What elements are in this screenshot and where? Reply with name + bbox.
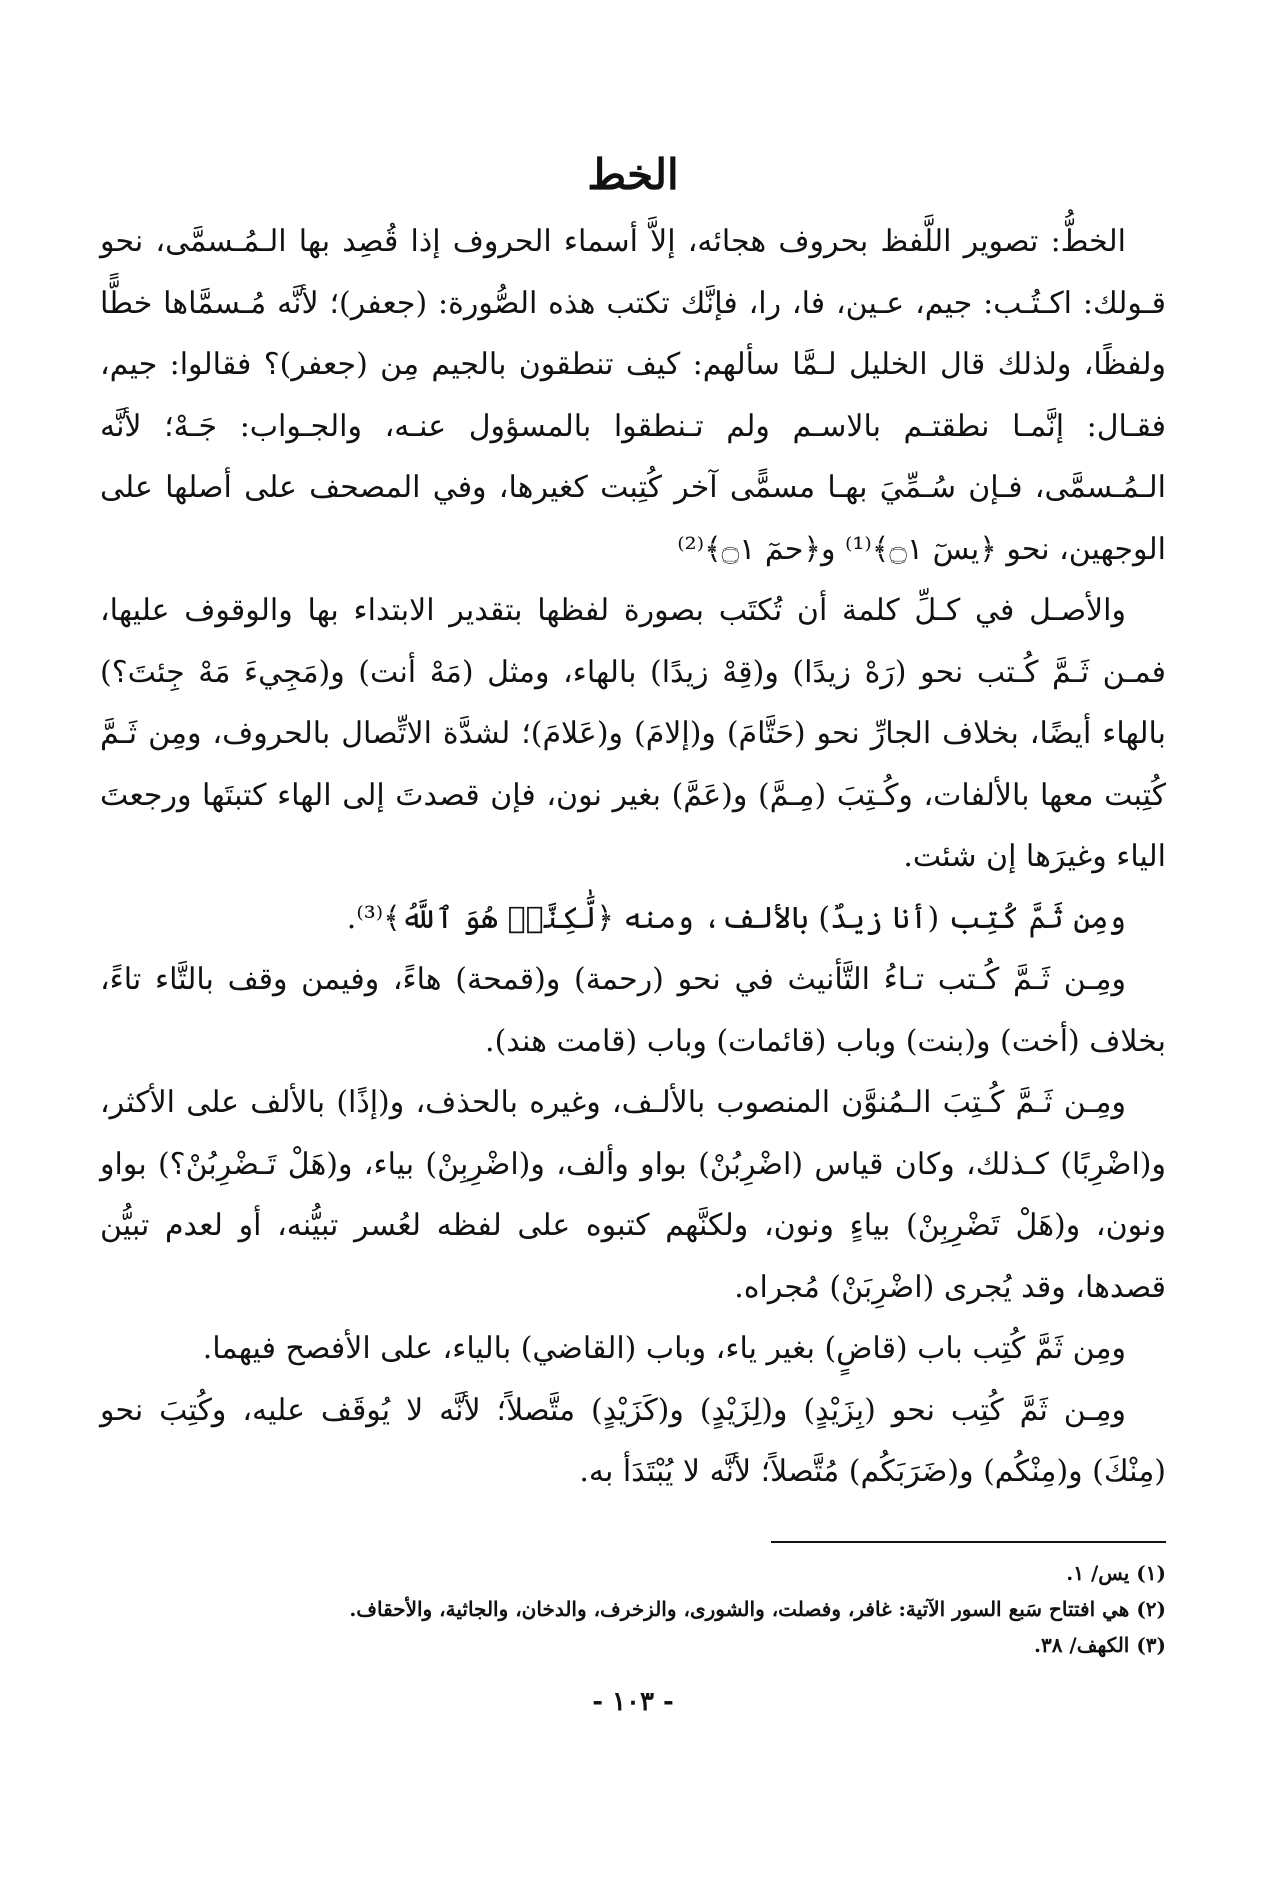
footnotes [100, 1555, 1166, 1663]
paragraph-5: ومِـن ثَـمَّ كُـتِبَ الـمُنوَّن المنصوب بالألـف، وغيره بالحذف، و(إذًا) بالألف على الأكثر، و(اضْرِبًا) كـذلك، وكان قياس (اضْرِبُنْ) بواو وألف، و(اضْرِبِنْ) بياء، و(هَلْ تَـضْرِبُنْ؟) بواو ونون، و(هَلْ تَضْرِبِنْ) بياءٍ ونون، ولكنَّهم كتبوه على لفظه لعُسر تبيُّنه، أو لعدم تبيُّن قصدها، وقد يُجرى (اضْرِبَنْ) مُجراه. [100, 1085, 1166, 1305]
paragraph-1: الخطُّ: تصوير اللَّفظ بحروف هجائه، إلاَّ أسماء الحروف إذا قُصِد بها الـمُـسمَّى، نحو قـولك: اكـتُـب: جيم، عـين، فا، را، فإنَّك تكتب هذه الصُّورة: (جعفر)؛ لأنَّه مُـسمَّاها خطًّا ولفظًا، ولذلك قال الخليل لـمَّا سألهم: كيف تنطقون بالجيم مِن (جعفر)؟ فقالوا: جيم، فقـال: إنَّمـا نطقتـم بالاسـم ولم تـنطقوا بالمسؤول عنـه، والجـواب: جَـهْ؛ لأنَّه الـمُـسمَّى، فـإن سُـمِّيَ بهـا مسمًّى آخر كُتِبت كغيرها، وفي المصحف على أصلها على الوجهين، نحو ﴿يسٓ ۝١﴾⁽¹⁾ و﴿حمٓ ۝١﴾⁽²⁾ [100, 224, 1166, 567]
main-text [100, 211, 1166, 1503]
footnote-1: (١) يس/ ١. [1066, 1560, 1166, 1585]
footnote-3: (٣) الكهف/ ٣٨. [1034, 1632, 1166, 1657]
footnote-2: (٢) هي افتتاح سَبع السور الآتية: غافر، وفصلت، والشورى، والزخرف، والدخان، والجاثية، والأحقاف. [349, 1596, 1166, 1621]
paragraph-2: والأصـل في كـلِّ كلمة أن تُكتَب بصورة لفظها بتقدير الابتداء بها والوقوف عليها، فمـن ثَـمَّ كُـتب نحو (رَهْ زيدًا) و(قِهْ زيدًا) بالهاء، ومثل (مَهْ أنت) و(مَجِيءَ مَهْ جِئتَ؟) بالهاء أيضًا، بخلاف الجارِّ نحو (حَتَّامَ) و(إلامَ) و(عَلامَ)؛ لشدَّة الاتِّصال بالحروف، ومِن ثَـمَّ كُتِبت معها بالألفات، وكُـتِبَ (مِـمَّ) و(عَمَّ) بغير نون، فإن قصدتَ إلى الهاء كتبتَها ورجعتَ الياء وغيرَها إن شئت. [100, 593, 1166, 874]
paragraph-6: ومِن ثَمَّ كُتِب باب (قاضٍ) بغير ياء، وباب (القاضي) بالياء، على الأفصح فيهما. [202, 1331, 1126, 1366]
paragraph-4: ومِـن ثَـمَّ كُـتب تـاءُ التَّأنيث في نحو (رحمة) و(قمحة) هاءً، وفيمن وقف بالتَّاء تاءً، بخلاف (أخت) و(بنت) وباب (قائمات) وباب (قامت هند). [100, 962, 1166, 1059]
paragraph-3: ومِن ثَمَّ كُتِب (أنا زيدٌ) بالألف، ومنه ﴿لَّٰكِنَّا۠ هُوَ ٱللَّهُ﴾⁽³⁾. [346, 900, 1126, 936]
footnote-divider [771, 1541, 1166, 1543]
paragraph-7: ومِـن ثَمَّ كُتِب نحو (بِزَيْدٍ) و(لِزَيْدٍ) و(كَزَيْدٍ) متَّصلاً؛ لأنَّه لا يُوقَف عليه، وكُتِبَ نحو (مِنْكَ) و(مِنْكُم) و(ضَرَبَكُم) مُتَّصلاً؛ لأنَّه لا يُبْتَدَأ به. [100, 1392, 1166, 1489]
page-title: الخط [587, 150, 679, 199]
page-number: - ١٠٣ - [592, 1686, 674, 1717]
